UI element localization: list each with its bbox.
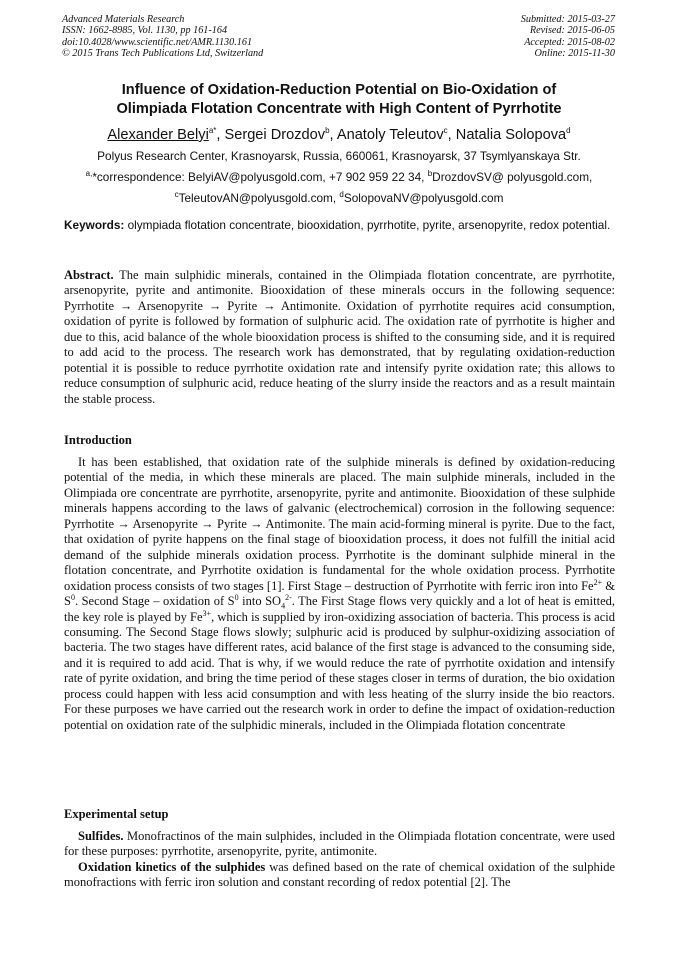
journal-name: Advanced Materials Research [62, 14, 185, 25]
journal-doi: doi:10.4028/www.scientific.net/AMR.1130.161 [62, 36, 253, 48]
affil-sup-c: c [174, 189, 179, 199]
experimental-heading: Experimental setup [64, 807, 169, 821]
affil-email-d: SolopovaNV@polyusgold.com [343, 190, 504, 205]
journal-header [62, 14, 263, 59]
affil-correspondence: *correspondence: BelyiAV@polyusgold.com, +7 902 959 22 34, [92, 169, 428, 184]
journal-copyright: © 2015 Trans Tech Publications Ltd, Switzerland [62, 47, 264, 59]
date-online: Online: 2015-11-30 [534, 47, 615, 59]
author-3-sup: c [443, 126, 448, 135]
kinetics-paragraph: Oxidation kinetics of the sulphides was defined based on the rate of chemical oxidation of the sulphide monofractions with ferric iron solution and constant recording of redox potential [2]. The [64, 859, 615, 890]
abstract-label: Abstract. [64, 268, 114, 282]
author-4-sup: d [566, 126, 571, 135]
author-2-sup: b [325, 126, 330, 135]
abstract-text: The main sulphidic minerals, contained in the Olimpiada flotation concentrate, are pyrrhotite, arsenopyrite, pyrite and antimonite. Biooxidation of these minerals occurs in the following sequence: Pyrrhotite → Arsenopyrite → Pyrite → Antimonite. Oxidation of pyrrhotite requires acid consumption, oxidation of pyrite is followed by formation of sulphuric acid. The oxidation rate of pyrrhotite is higher and due to this, acid balance of the whole biooxidation process is shifted to the consuming side, and it is required to add acid to the process. The research work has demonstrated, that by regulating oxidation-reduction potential it is possible to reduce pyrrhotite oxidation rate and intensify pyrite oxidation rate; this allows to reduce consumption of sulphuric acid, reduce heating of the slurry inside the reactors and as a result maintain the stable process. [64, 268, 615, 406]
title-line-1: Influence of Oxidation-Reduction Potential on Bio-Oxidation of [121, 82, 557, 98]
paper-title [40, 81, 638, 119]
date-revised: Revised: 2015-06-05 [529, 25, 615, 37]
affil-sup-d: d [339, 189, 344, 199]
introduction-heading: Introduction [64, 433, 132, 447]
affil-email-b: DrozdovSV@ polyusgold.com, [432, 169, 593, 184]
affiliation-line-1: Polyus Research Center, Krasnoyarsk, Russia, 660061, Krasnoyarsk, 37 Tsymlyanskaya Str. [97, 149, 581, 163]
affiliation-line-3 [40, 186, 638, 207]
keywords [64, 218, 615, 233]
author-4: Natalia Solopova [455, 126, 567, 143]
affil-email-c: TeleutovAN@polyusgold.com, [178, 190, 340, 205]
author-2: Sergei Drozdov [224, 126, 326, 143]
abstract [64, 268, 615, 407]
sulfides-paragraph: Sulfides. Monofractinos of the main sulphides, included in the Olimpiada flotation concentrate, were used for these purposes: pyrrhotite, arsenopyrite, pyrite, antimonite. [64, 829, 615, 859]
experimental-body [64, 829, 615, 891]
keywords-text: olympiada flotation concentrate, biooxidation, pyrrhotite, pyrite, arsenopyrite, redox potential. [124, 218, 611, 232]
date-accepted: Accepted: 2015-08-02 [524, 36, 615, 48]
journal-issn: ISSN: 1662-8985, Vol. 1130, pp 161-164 [62, 25, 228, 37]
introduction-paragraph: It has been established, that oxidation rate of the sulphide minerals is defined by oxidation-reducing potential of the media, in which these minerals are placed. The main sulphide minerals, included in the Olimpiada ore concentrate are pyrrhotite, arsenopyrite, pyrite and antimonite. Biooxidation of these sulphide minerals happens according to the laws of galvanic (electrochemical) corrosion in the following sequence: Pyrrhotite → Arsenopyrite → Pyrite → Antimonite. The main acid-forming mineral is pyrite. Due to the fact, that oxidation of pyrite happens on the final stage of biooxidation process, it does not fulfill the initial acid demand of the sulphide minerals oxidation process. Pyrrhotite is the dominant sulphide mineral in the flotation concentrate, and Pyrrhotite oxidation is fundamental for the whole oxidation process. Pyrrhotite oxidation process consists of two stages [1]. First Stage – destruction of Pyrrhotite with ferric iron into $Fe^{2+}$ & $S^0$. Second Stage – oxidation of $S^0$ into $SO_4^{2-}$. The First Stage flows very quickly and a lot of heat is emitted, the key role is played by $Fe^{3+}$, which is supplied by iron-oxidizing association of bacteria. This process is acid consuming. The Second Stage flows slowly; sulphuric acid is produced by sulphur-oxidizing association of bacteria. The two stages have different rates, acid balance of the first stage is advanced to the consuming side, and it is required to add acid. That is why, if we would reduce the rate of pyrrhotite oxidation and intensify rate of pyrite oxidation, and bring the time period of these stages closer in terms of duration, the bio oxidation process could happen with less acid consumption and with less heating of the slurry inside the bio reactors. For these purposes we have carried out the research work in order to define the impact of oxidation-reduction potential on oxidation rate of the sulphidic minerals, included in the Olimpiada flotation concentrate [64, 455, 615, 732]
introduction-body [64, 455, 615, 733]
dates-header [521, 14, 615, 59]
affiliation-line-2 [40, 165, 638, 186]
author-list: Alexander Belyi$^{a*}$, Sergei Drozdov$^b$, Anatoly Teleutov$^c$, Natalia Solopova$^d$ [107, 126, 571, 143]
author-3: Anatoly Teleutov [336, 126, 444, 143]
title-line-2: Olimpiada Flotation Concentrate with High Content of Pyrrhotite [116, 101, 562, 117]
affil-sup-b: b [427, 169, 433, 178]
author-1-sup: a* [208, 126, 217, 135]
date-submitted: Submitted: 2015-03-27 [520, 14, 615, 25]
keywords-label: Keywords: [64, 218, 125, 232]
author-1: Alexander Belyi [107, 126, 209, 143]
affil-sup-a: a, [85, 169, 93, 178]
affiliation-block [40, 148, 638, 207]
